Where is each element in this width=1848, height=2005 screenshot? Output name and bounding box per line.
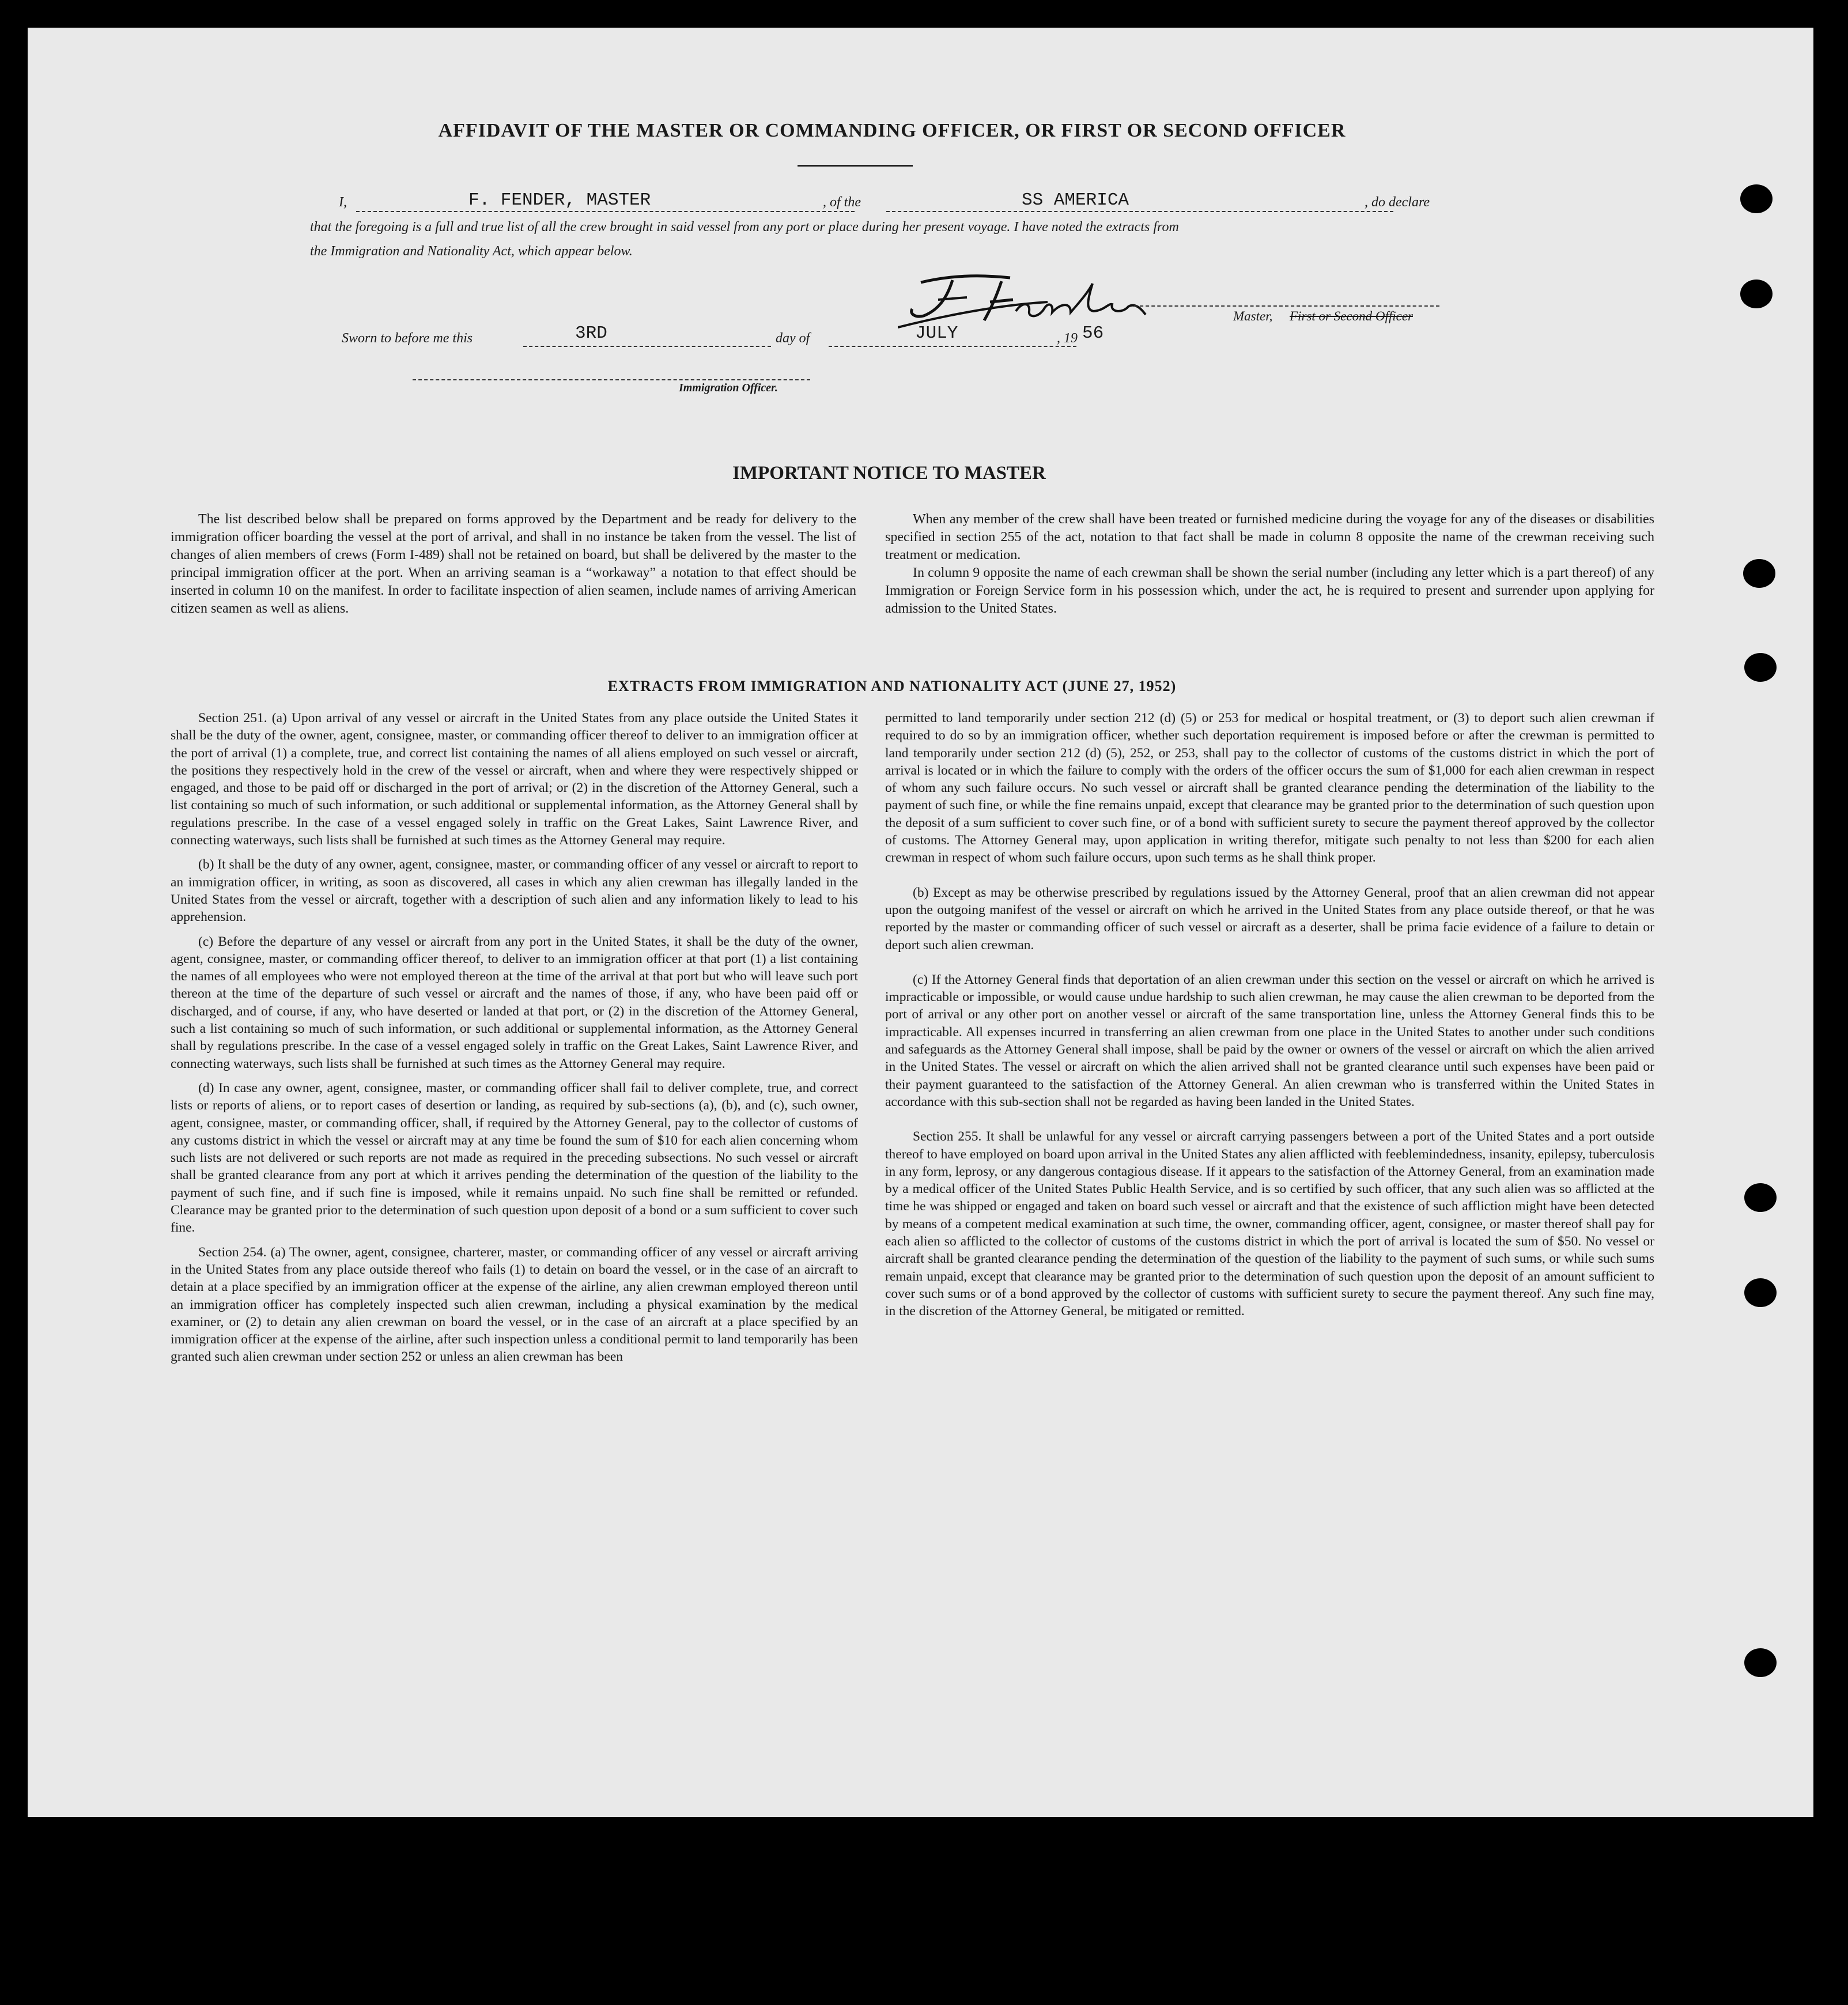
notice-right-paragraph-2: In column 9 opposite the name of each crewman shall be shown the serial number (including any letter which is a part thereof) of any Immigration or Foreign Service form in his possession which, under the act, he is required to present and surrender upon applying for admission to the United States.	[885, 565, 1654, 616]
section-254-c: (c) If the Attorney General finds that deportation of an alien crewman under this section on the vessel or aircraft on which he arrived is impracticable or impossible, or would cause undue hardship to such alien crewman, he may cause the alien crewman to be deported from the port of arrival or any other port on another vessel or aircraft of the same transportation line, unless the Attorney General finds this to be impracticable. All expenses incurred in transferring an alien crewman from one place in the United States to another under such conditions and safeguards as the Attorney General shall impose, shall be paid by the owner or owners of the vessel or aircraft on which the alien arrived in the United States. The vessel or aircraft on which the alien arrived shall not be granted clearance until such expenses have been paid or their payment guaranteed to the satisfaction of the Attorney General. An alien crewman who is transferred within the United States in accordance with this sub-section shall not be regarded as having been landed in the United States.	[885, 972, 1654, 1109]
of-the-label: , of the	[823, 195, 861, 210]
affidavit-title: AFFIDAVIT OF THE MASTER OR COMMANDING OFFICER, OR FIRST OR SECOND OFFICER	[438, 120, 1346, 141]
month-line	[829, 346, 1076, 347]
punch-hole	[1740, 184, 1773, 213]
section-251-b: (b) It shall be the duty of any owner, agent, consignee, master, or commanding officer of any vessel or aircraft to report to an immigration officer, in writing, as soon as discovered, all cases in which any alien crewman has illegally landed in the United States from the vessel or aircraft, together with a description of such alien and any information likely to lead to his apprehension.	[171, 857, 858, 925]
master-name-value: F. FENDER, MASTER	[468, 190, 651, 210]
punch-hole	[1744, 653, 1777, 682]
punch-hole	[1743, 559, 1775, 588]
extracts-right-column	[885, 709, 1654, 1327]
section-251-c: (c) Before the departure of any vessel or aircraft from any port in the United States, it shall be the duty of the owner, agent, consignee, master, or commanding officer thereof, to deliver to an immigration officer at that port (1) a list containing the names of all employees who were not employed thereon at the time of the arrival at that port but who will leave such port thereon at the time of the departure of such vessel or aircraft and the names of those, if any, who have been paid off or discharged, and of course, if any, who have deserted or landed at that port, or (2) in the discretion of the Attorney General, such a list containing so much of such information, or such additional or supplemental information, as the Attorney General shall by regulations prescribe. In the case of a vessel engaged solely in traffic on the Great Lakes, Saint Lawrence River, and connecting waterways, such lists shall be furnished at such times as the Attorney General may require.	[171, 934, 858, 1071]
notice-right-column	[885, 511, 1654, 618]
extracts-left-column	[171, 709, 858, 1373]
master-label: Master,	[1233, 309, 1273, 323]
declaration-line-3: the Immigration and Nationality Act, which appear below.	[310, 244, 633, 259]
immigration-officer-line	[413, 379, 810, 380]
section-254-a: Section 254. (a) The owner, agent, consignee, charterer, master, or commanding officer of any vessel or aircraft arriving in the United States from any place outside thereof who fails (1) to detain on board the vessel, or in the case of an aircraft to detain at a place specified by an immigration officer at the expense of the airline, any alien crewman employed thereon until an immigration officer has completely inspected such alien crewman, including a physical examination by the medical examiner, or (2) to detain any alien crewman on board the vessel, or in the case of an aircraft at a place specified by an immigration officer at the expense of the airline, after such inspection unless a conditional permit to land temporarily has been granted such alien crewman under section 252 or unless an alien crewman has been	[171, 1244, 858, 1365]
section-251-a: Section 251. (a) Upon arrival of any vessel or aircraft in the United States from any place outside the United States it shall be the duty of the owner, agent, consignee, master, or commanding officer thereof to deliver to an immigration officer at the port of arrival (1) a complete, true, and correct list containing the names of all aliens employed on such vessel or aircraft, the positions they respectively hold in the crew of the vessel or aircraft, when and where they were respectively shipped or engaged, and those to be paid off or discharged in the port of arrival; or (2) in the discretion of the Attorney General, such a list containing so much of such information, or such additional or supplemental information, as the Attorney General shall by regulations prescribe. In the case of a vessel engaged solely in traffic on the Great Lakes, Saint Lawrence River, and connecting waterways, such lists shall be furnished at such times as the Attorney General may require.	[171, 711, 858, 848]
declaration-prefix: I,	[339, 195, 347, 210]
notice-left-column	[171, 511, 856, 618]
punch-hole	[1740, 280, 1773, 308]
immigration-officer-label: Immigration Officer.	[679, 382, 778, 394]
year-value: 56	[1082, 323, 1104, 343]
notice-right-paragraph-1: When any member of the crew shall have been treated or furnished medicine during the voyage for any of the diseases or disabilities specified in section 255 of the act, notation to that fact shall be made in column 8 opposite the name of the crewman receiving such treatment or medication.	[885, 512, 1654, 562]
punch-hole	[1744, 1278, 1777, 1307]
vessel-name-value: SS AMERICA	[1022, 190, 1129, 210]
signature-line	[1134, 305, 1439, 307]
section-251-d: (d) In case any owner, agent, consignee, master, or commanding officer shall fail to deliver complete, true, and correct lists or reports of aliens, or to report cases of desertion or landing, as required by sub-sections (a), (b), and (c), such owner, agent, consignee, master, or commanding officer, shall, if required by the Attorney General, pay to the collector of customs of any customs district in which the vessel or aircraft may at any time be found the sum of $10 for each alien concerning whom such lists are not delivered or such reports are not made as required in the preceding subsections. No such vessel or aircraft shall be granted clearance from any port at which it arrives pending the determination of the question of the liability to the payment of such fine, and if such fine is imposed, while it remains unpaid. No such fine shall be remitted or refunded. Clearance may be granted prior to the determination of such question upon deposit of a bond or a sum sufficient to cover such fine.	[171, 1080, 858, 1236]
master-name-line	[356, 211, 855, 212]
punch-hole	[1744, 1648, 1777, 1677]
section-255: Section 255. It shall be unlawful for any vessel or aircraft carrying passengers between a port of the United States and a port outside thereof to have employed on board upon arrival in the United States any alien afflicted with feeblemindedness, insanity, epilepsy, tuberculosis in any form, leprosy, or any dangerous contagious disease. If it appears to the satisfaction of the Attorney General, from an examination made by a medical officer of the United States Public Health Service, and is so certified by such officer, that any such alien was so afflicted at the time he was shipped or engaged and taken on board such vessel or aircraft and that the existence of such affliction might have been detected by means of a competent medical examination at such time, the owner, commanding officer, agent, consignee, or master thereof shall pay for each alien so afflicted to the collector of customs of the customs district in which the port of arrival is located the sum of $50. No vessel or aircraft shall be granted clearance pending the determination of the question of the liability to the payment of such sums, or while such sums remain unpaid, except that clearance may be granted prior to the determination of such question upon the deposit of an amount sufficient to cover such sums or of a bond approved by the collector of customs with sufficient surety to secure the payment thereof. Any such fine may, in the discretion of the Attorney General, be mitigated or remitted.	[885, 1129, 1654, 1319]
year-prefix: , 19	[1057, 331, 1078, 346]
month-value: JULY	[915, 323, 958, 343]
section-254-a-continued: permitted to land temporarily under section 212 (d) (5) or 253 for medical or hospital treatment, or (3) to deport such alien crewman if required to do so by an immigration officer, whether such deportation requirement is imposed before or after the crewman is permitted to land temporarily under section 212 (d) (5), 252, or 253, shall pay to the collector of customs of the customs district in which the port of arrival is located or in which the failure to comply with the orders of the officer occurs the sum of $1,000 for each alien crewman in respect of whom any such failure occurs. No such vessel or aircraft shall be granted clearance pending the determination of the liability to the payment of such fine, or while the fine remains unpaid, except that clearance may be granted prior to the determination of such question upon the deposit of a sum sufficient to cover such fine, or of a bond with sufficient surety to secure the payment thereof approved by the collector of customs. The Attorney General may, upon application in writing therefor, mitigate such penalty to not less than $200 for each alien crewman in respect of whom such failure occurs, upon such terms as he shall think proper.	[885, 711, 1654, 866]
struck-officer-label: First or Second Officer	[1290, 309, 1413, 323]
do-declare-label: , do declare	[1365, 195, 1430, 210]
section-254-b: (b) Except as may be otherwise prescribed by regulations issued by the Attorney General, proof that an alien crewman did not appear upon the outgoing manifest of the vessel or aircraft on which he arrived in the United States from any place outside thereof, or that he was reported by the master or commanding officer of such vessel or aircraft as a deserter, shall be prima facie evidence of a failure to detain or deport such alien crewman.	[885, 885, 1654, 953]
extracts-heading: EXTRACTS FROM IMMIGRATION AND NATIONALITY ACT (JUNE 27, 1952)	[607, 678, 1177, 694]
day-value: 3RD	[575, 323, 607, 343]
notice-left-paragraph: The list described below shall be prepared on forms approved by the Department and be ready for delivery to the immigration officer boarding the vessel at the port of arrival, and shall in no instance be taken from the vessel. The list of changes of alien members of crews (Form I-489) shall not be retained on board, but shall be delivered by the master to the principal immigration officer at the port. When an arriving seaman is a “workaway” a notation to that effect should be inserted in column 10 on the manifest. In order to facilitate inspection of alien seamen, include names of arriving American citizen seamen as well as aliens.	[171, 512, 856, 616]
vessel-name-line	[886, 211, 1393, 212]
title-underline	[798, 165, 913, 167]
document-page	[28, 28, 1813, 1817]
day-of-label: day of	[776, 331, 810, 346]
day-line	[523, 346, 771, 347]
punch-hole	[1744, 1183, 1777, 1212]
declaration-line-2: that the foregoing is a full and true list of all the crew brought in said vessel from any port or place during her present voyage. I have noted the extracts from	[310, 220, 1179, 235]
notice-heading: IMPORTANT NOTICE TO MASTER	[732, 463, 1046, 484]
sworn-label: Sworn to before me this	[342, 331, 473, 346]
